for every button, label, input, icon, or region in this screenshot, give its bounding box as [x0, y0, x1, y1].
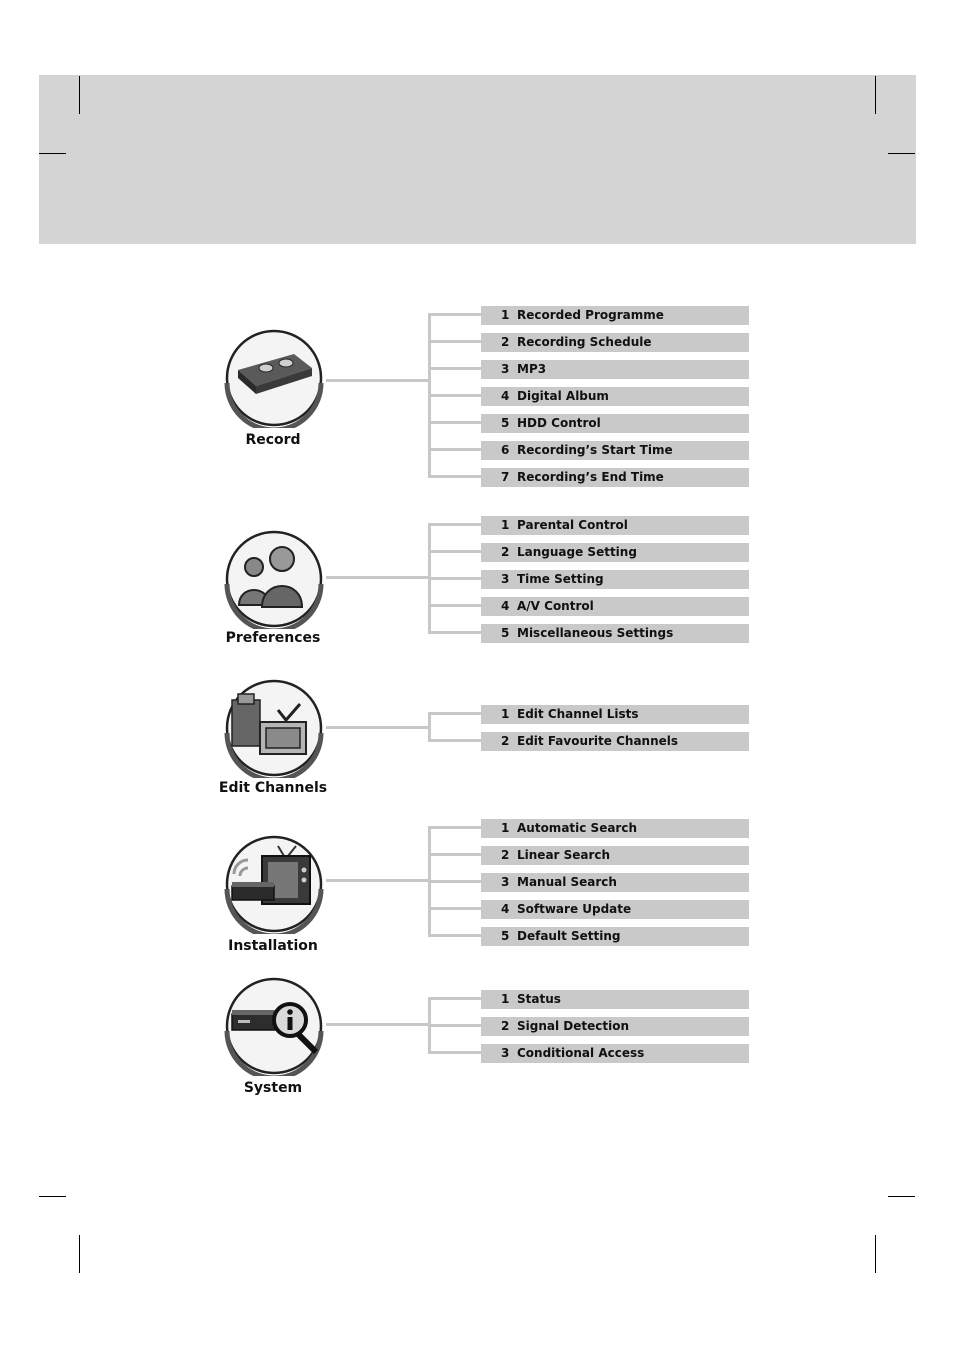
menu-item-label: A/V Control	[517, 599, 594, 613]
menu-item-number: 4	[501, 902, 510, 916]
menu-item-record-5	[481, 414, 749, 433]
connector-branch	[428, 577, 481, 580]
connector-branch	[428, 853, 481, 856]
menu-item-number: 1	[501, 518, 510, 532]
menu-item-preferences-5	[481, 624, 749, 643]
menu-item-number: 1	[501, 992, 510, 1006]
menu-item-system-1	[481, 990, 749, 1009]
menu-item-label: Status	[517, 992, 561, 1006]
menu-item-label: Linear Search	[517, 848, 611, 862]
menu-item-label: Recording Schedule	[517, 335, 652, 349]
menu-item-number: 3	[501, 572, 510, 586]
connector-line	[326, 726, 431, 729]
menu-item-number: 2	[501, 545, 510, 559]
clipboard-tv-icon	[224, 678, 324, 778]
receiver-tv-icon	[224, 834, 324, 934]
menu-item-label: Signal Detection	[517, 1019, 630, 1033]
menu-item-number: 3	[501, 1046, 510, 1060]
connector-line	[326, 379, 431, 382]
menu-item-edit-channels-1	[481, 705, 749, 724]
connector-branch	[428, 367, 481, 370]
connector-branch	[428, 907, 481, 910]
menu-item-record-4	[481, 387, 749, 406]
menu-item-label: Miscellaneous Settings	[517, 626, 674, 640]
menu-item-label: Edit Channel Lists	[517, 707, 639, 721]
menu-item-number: 2	[501, 848, 510, 862]
connector-line	[326, 879, 431, 882]
menu-item-label: Software Update	[517, 902, 632, 916]
connector-branch	[428, 631, 481, 634]
menu-item-label: Conditional Access	[517, 1046, 645, 1060]
receiver-tv-icon	[224, 834, 324, 934]
menu-item-record-3	[481, 360, 749, 379]
videotape-icon	[224, 328, 324, 428]
section-label: Record	[245, 432, 301, 448]
menu-item-label: Digital Album	[517, 389, 609, 403]
section-label: System	[243, 1080, 303, 1096]
menu-item-installation-5	[481, 927, 749, 946]
connector-branch	[428, 313, 481, 316]
people-icon	[224, 529, 324, 629]
menu-item-number: 5	[501, 929, 510, 943]
connector-branch	[428, 448, 481, 451]
connector-branch	[428, 712, 481, 715]
menu-item-edit-channels-2	[481, 732, 749, 751]
menu-item-system-2	[481, 1017, 749, 1036]
connector-line	[326, 1023, 431, 1026]
connector-branch	[428, 739, 481, 742]
menu-item-label: Time Setting	[517, 572, 604, 586]
connector-branch	[428, 997, 481, 1000]
menu-item-record-7	[481, 468, 749, 487]
connector-branch	[428, 880, 481, 883]
menu-item-system-3	[481, 1044, 749, 1063]
connector-branch	[428, 826, 481, 829]
menu-item-number: 5	[501, 626, 510, 640]
menu-item-number: 2	[501, 734, 510, 748]
connector-line	[326, 576, 431, 579]
section-label: Installation	[228, 938, 318, 954]
connector-branch	[428, 1024, 481, 1027]
menu-item-number: 3	[501, 362, 510, 376]
menu-item-label: Parental Control	[517, 518, 628, 532]
menu-item-label: Manual Search	[517, 875, 617, 889]
menu-item-number: 2	[501, 335, 510, 349]
receiver-info-icon	[224, 976, 324, 1076]
connector-branch	[428, 340, 481, 343]
menu-item-label: Language Setting	[517, 545, 637, 559]
connector-trunk	[428, 712, 431, 742]
menu-item-label: MP3	[517, 362, 547, 376]
menu-item-number: 6	[501, 443, 510, 457]
connector-branch	[428, 604, 481, 607]
menu-item-label: Default Setting	[517, 929, 621, 943]
menu-item-record-2	[481, 333, 749, 352]
connector-branch	[428, 421, 481, 424]
connector-branch	[428, 1051, 481, 1054]
menu-item-installation-3	[481, 873, 749, 892]
menu-item-number: 3	[501, 875, 510, 889]
menu-item-installation-2	[481, 846, 749, 865]
menu-item-label: Recording’s End Time	[517, 470, 664, 484]
menu-item-number: 2	[501, 1019, 510, 1033]
menu-item-preferences-2	[481, 543, 749, 562]
menu-item-label: HDD Control	[517, 416, 601, 430]
connector-branch	[428, 934, 481, 937]
connector-branch	[428, 394, 481, 397]
menu-item-record-6	[481, 441, 749, 460]
people-icon	[224, 529, 324, 629]
menu-item-number: 1	[501, 821, 510, 835]
section-label: Edit Channels	[218, 780, 328, 796]
menu-item-number: 4	[501, 389, 510, 403]
menu-item-installation-4	[481, 900, 749, 919]
menu-item-label: Recording’s Start Time	[517, 443, 673, 457]
menu-item-label: Automatic Search	[517, 821, 638, 835]
connector-branch	[428, 523, 481, 526]
menu-item-number: 7	[501, 470, 510, 484]
menu-item-label: Recorded Programme	[517, 308, 664, 322]
receiver-info-icon	[224, 976, 324, 1076]
connector-branch	[428, 475, 481, 478]
menu-item-number: 1	[501, 308, 510, 322]
menu-item-label: Edit Favourite Channels	[517, 734, 679, 748]
menu-item-preferences-1	[481, 516, 749, 535]
menu-item-preferences-3	[481, 570, 749, 589]
menu-item-installation-1	[481, 819, 749, 838]
menu-item-preferences-4	[481, 597, 749, 616]
menu-item-record-1	[481, 306, 749, 325]
menu-item-number: 5	[501, 416, 510, 430]
section-label: Preferences	[225, 630, 321, 646]
videotape-icon	[224, 328, 324, 428]
connector-branch	[428, 550, 481, 553]
menu-item-number: 4	[501, 599, 510, 613]
menu-item-number: 1	[501, 707, 510, 721]
clipboard-tv-icon	[224, 678, 324, 778]
